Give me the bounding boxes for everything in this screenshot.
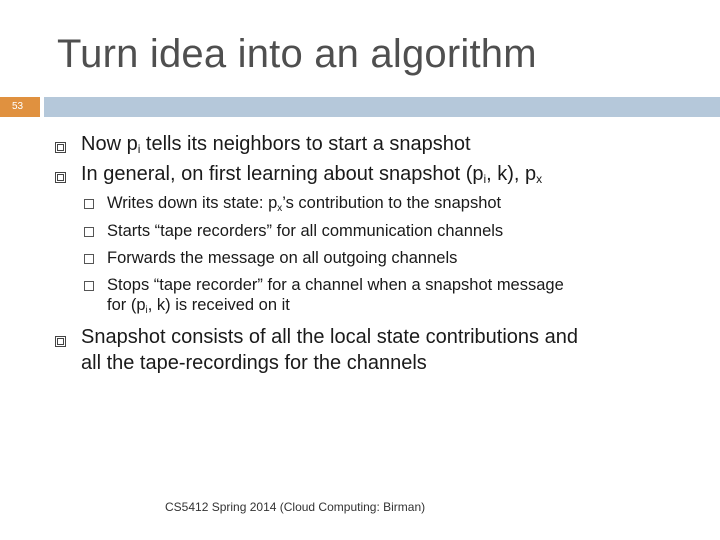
sub-bullet-1-sub: x bbox=[277, 203, 283, 214]
slide-footer: CS5412 Spring 2014 (Cloud Computing: Birman) bbox=[165, 500, 426, 514]
bullet-1-text-a: Now p bbox=[81, 133, 138, 155]
header-strip bbox=[44, 97, 720, 117]
bullet-1 bbox=[81, 133, 471, 156]
checkbox-bullet-icon bbox=[84, 227, 94, 237]
sub-bullet-4-line-2 bbox=[107, 296, 290, 316]
bullet-2 bbox=[81, 163, 542, 186]
checkbox-bullet-icon bbox=[84, 254, 94, 264]
bullet-2-text-b: , k), p bbox=[486, 163, 537, 185]
bullet-2-text-a: In general, on first learning about snapshot (p bbox=[81, 163, 484, 185]
sub-bullet-1-text-a: Writes down its state: p bbox=[107, 194, 278, 212]
sub-bullet-2: Starts “tape recorders” for all communication channels bbox=[107, 222, 504, 240]
square-bullet-icon bbox=[55, 142, 66, 153]
square-bullet-icon bbox=[55, 172, 66, 183]
sub-bullet-4-sub: i bbox=[145, 305, 148, 316]
sub-bullet-1 bbox=[107, 194, 501, 214]
header-bar bbox=[0, 97, 720, 117]
bullet-3-line-1: Snapshot consists of all the local state contributions and bbox=[81, 326, 578, 348]
sub-bullet-3: Forwards the message on all outgoing channels bbox=[107, 249, 458, 267]
checkbox-bullet-icon bbox=[84, 199, 94, 209]
sub-bullet-4-text-b: , k) is received on it bbox=[147, 296, 290, 314]
checkbox-bullet-icon bbox=[84, 281, 94, 291]
slide-title: Turn idea into an algorithm bbox=[57, 32, 537, 76]
bullet-1-sub: i bbox=[137, 142, 141, 156]
bullet-2-sub2: x bbox=[536, 172, 543, 186]
bullet-3-line-2: all the tape-recordings for the channels bbox=[81, 352, 427, 374]
sub-bullet-4-line-1: Stops “tape recorder” for a channel when a snapshot message bbox=[107, 276, 564, 294]
square-bullet-icon bbox=[55, 336, 66, 347]
sub-bullet-4-text-a: for (p bbox=[107, 296, 146, 314]
sub-bullet-1-text-b: ’s contribution to the snapshot bbox=[282, 194, 502, 212]
bullet-1-text-b: tells its neighbors to start a snapshot bbox=[140, 133, 471, 155]
slide-number: 53 bbox=[0, 97, 40, 117]
bullet-2-sub: i bbox=[483, 172, 487, 186]
